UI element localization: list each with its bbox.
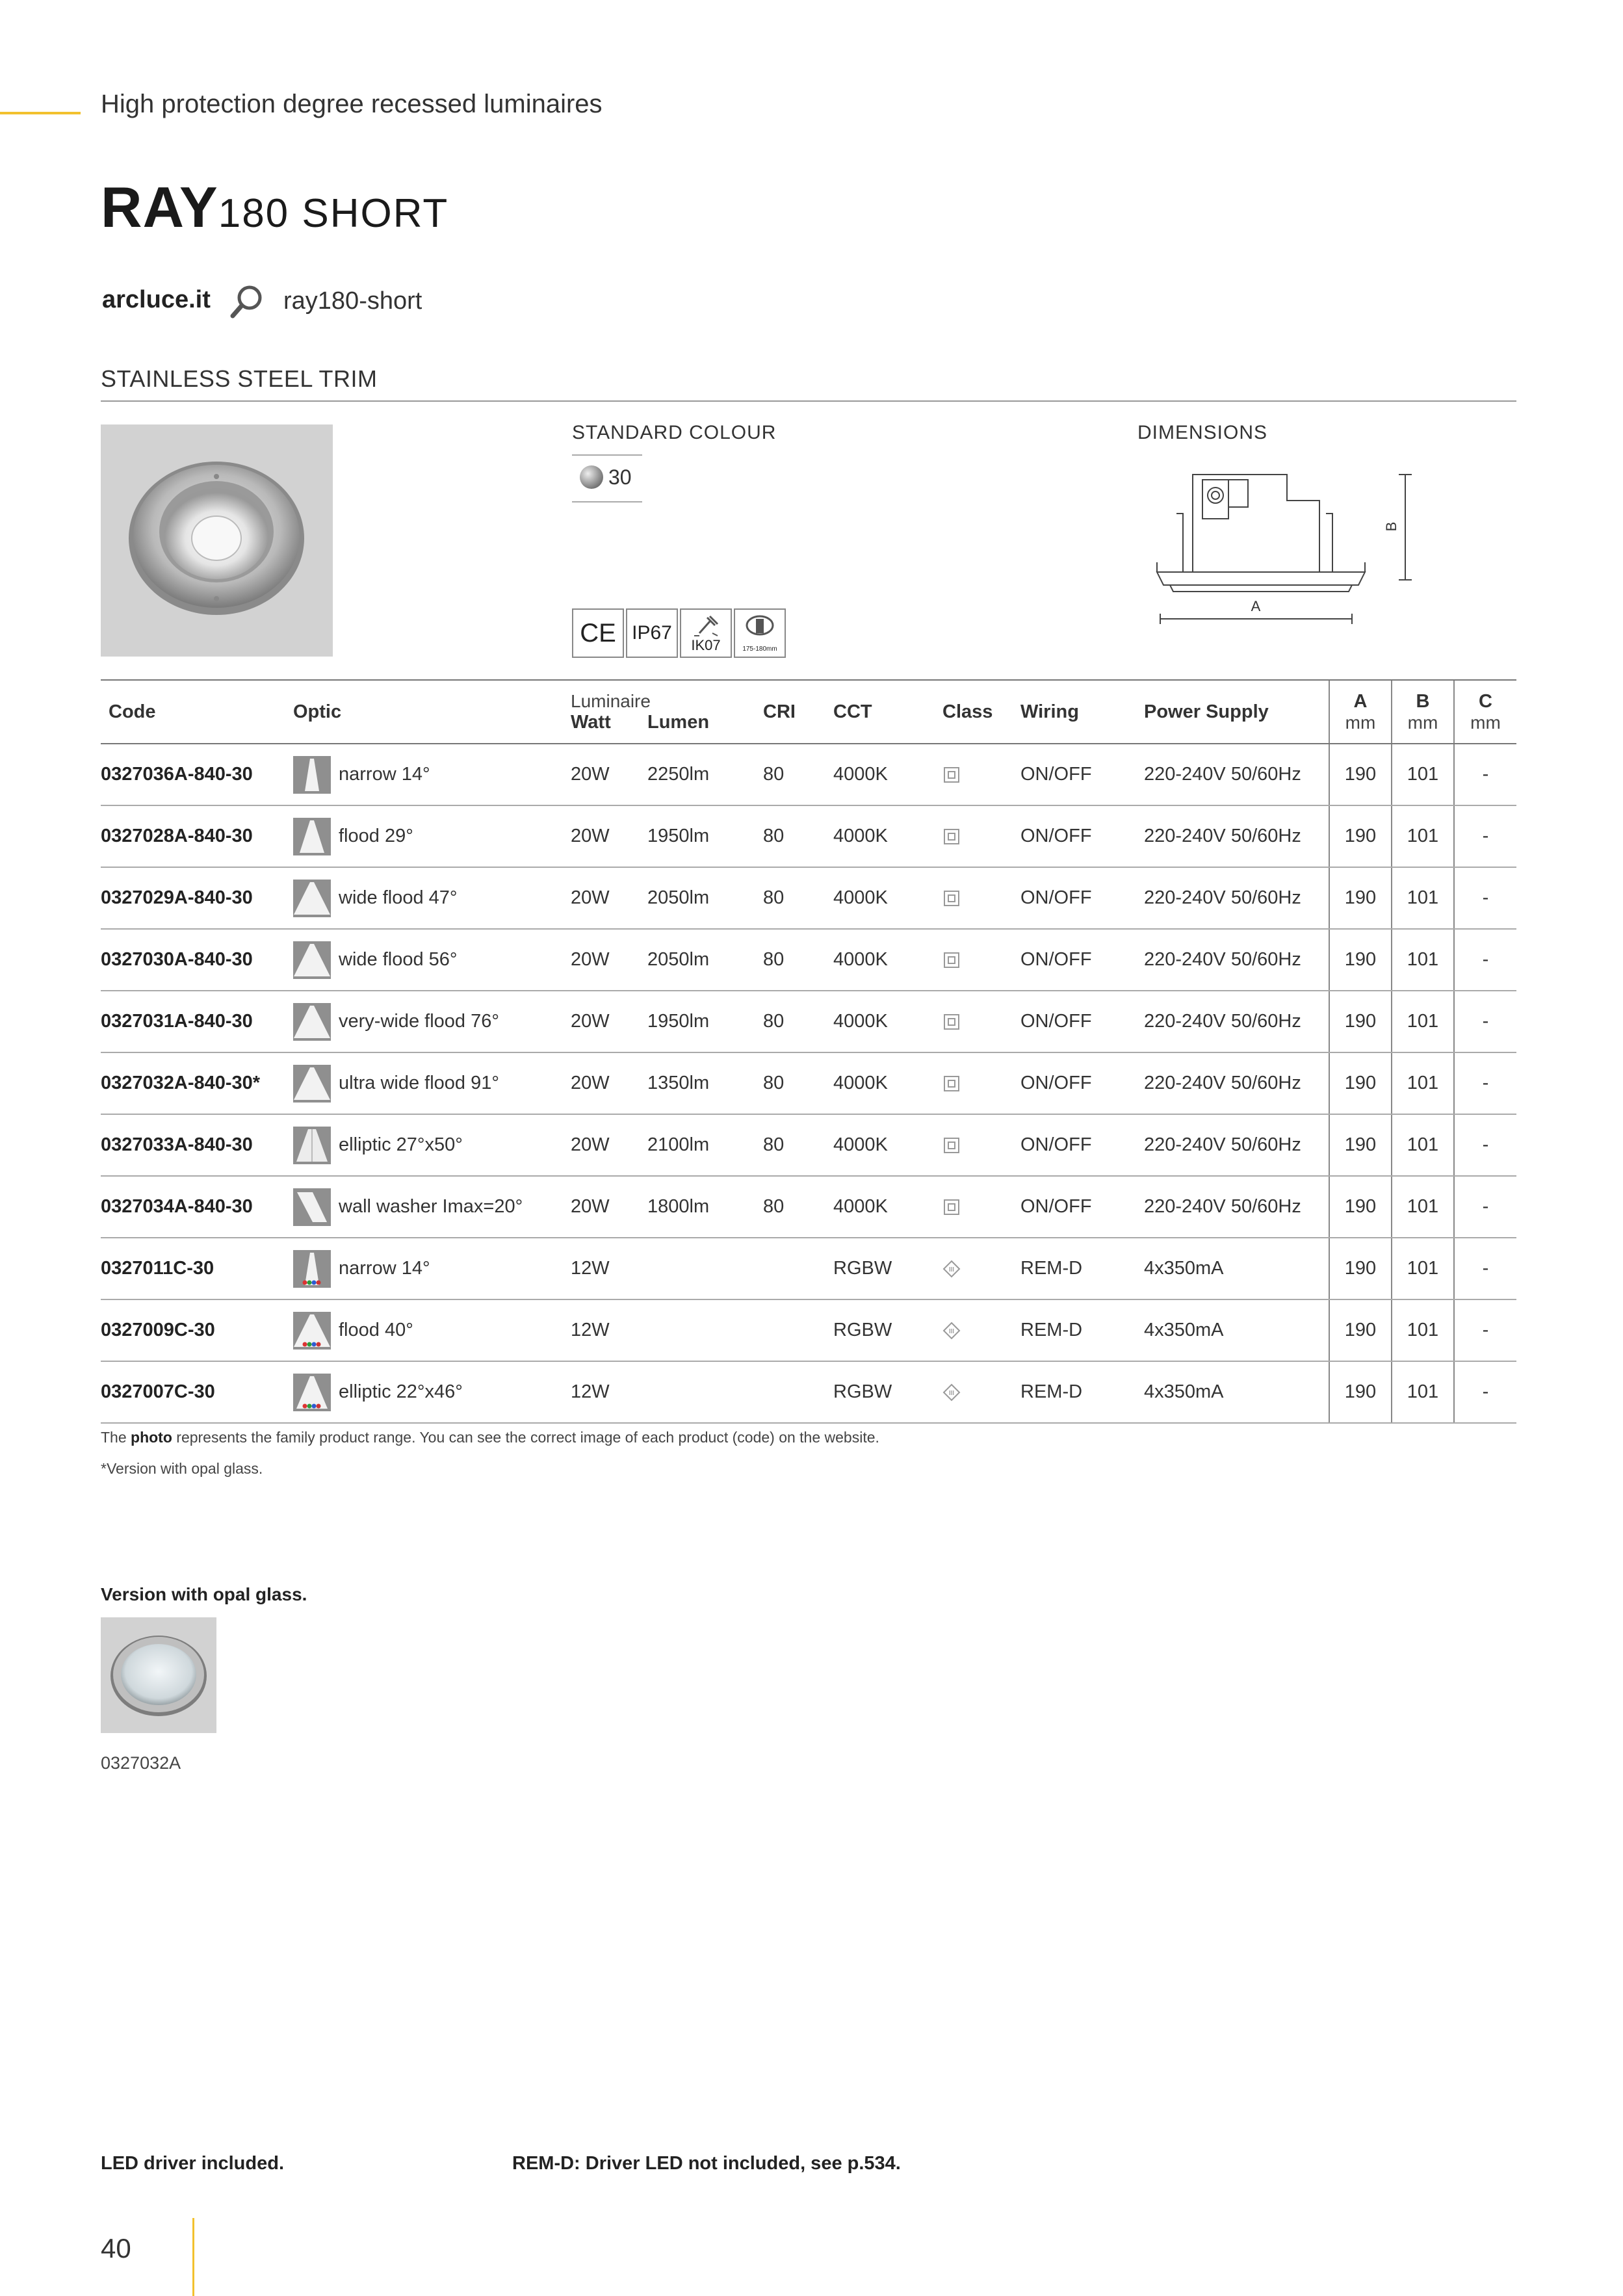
cell-optic: [293, 1238, 571, 1299]
cell-lumen: 2250lm: [647, 744, 763, 805]
optic-beam-icon: [293, 1188, 331, 1226]
cell-optic: [293, 744, 571, 805]
ceiling-thickness-icon: [735, 611, 785, 644]
cell-cri: 80: [763, 1176, 833, 1238]
cell-code: 0327028A-840-30: [101, 805, 293, 867]
cell-watt: 20W: [571, 1114, 647, 1176]
cell-dim-a: 190: [1329, 991, 1392, 1052]
optic-label: elliptic 22°x46°: [339, 1381, 463, 1402]
th-b-unit: mm: [1407, 712, 1438, 733]
cell-watt: 12W: [571, 1238, 647, 1299]
class-i-icon: [942, 828, 961, 846]
table-row: [101, 867, 1516, 929]
product-photo: [101, 424, 333, 657]
cell-dim-b: 101: [1392, 744, 1454, 805]
cell-lumen: [647, 1299, 763, 1361]
cell-power-supply: 220-240V 50/60Hz: [1144, 744, 1329, 805]
cell-code: 0327032A-840-30*: [101, 1052, 293, 1114]
class-iii-icon: [942, 1322, 961, 1340]
cell-optic: [293, 1176, 571, 1238]
cell-cct: RGBW: [833, 1299, 942, 1361]
photo-note: [101, 1429, 879, 1446]
th-b-label: B: [1416, 690, 1430, 712]
th-c-unit: mm: [1470, 712, 1501, 733]
th-cct: CCT: [833, 680, 942, 744]
standard-colour-value: 30: [608, 465, 632, 489]
dimension-b-label: B: [1383, 521, 1399, 532]
cell-power-supply: 4x350mA: [1144, 1299, 1329, 1361]
cell-power-supply: 220-240V 50/60Hz: [1144, 929, 1329, 991]
cell-cri: 80: [763, 1052, 833, 1114]
cell-watt: 12W: [571, 1299, 647, 1361]
cell-code: 0327029A-840-30: [101, 867, 293, 929]
cell-dim-b: 101: [1392, 1114, 1454, 1176]
cell-wiring: ON/OFF: [1020, 991, 1144, 1052]
ip67-badge: IP67: [626, 608, 678, 658]
optic-label: narrow 14°: [339, 1258, 430, 1279]
cell-cri: [763, 1238, 833, 1299]
page-number: 40: [101, 2233, 131, 2263]
ik07-badge: [680, 608, 732, 658]
cell-dim-c: -: [1454, 1052, 1516, 1114]
cell-watt: 20W: [571, 1052, 647, 1114]
cell-code: 0327031A-840-30: [101, 991, 293, 1052]
table-row: [101, 1238, 1516, 1299]
cell-code: 0327009C-30: [101, 1299, 293, 1361]
cell-lumen: 2050lm: [647, 867, 763, 929]
table-row: [101, 1114, 1516, 1176]
cell-watt: 20W: [571, 1176, 647, 1238]
optic-beam-icon: [293, 1312, 331, 1350]
cell-cri: [763, 1361, 833, 1423]
optic-beam-icon: [293, 818, 331, 855]
cell-dim-c: -: [1454, 991, 1516, 1052]
cell-cct: 4000K: [833, 991, 942, 1052]
cell-cct: RGBW: [833, 1361, 942, 1423]
cell-dim-c: -: [1454, 1299, 1516, 1361]
cell-watt: 20W: [571, 744, 647, 805]
th-code: Code: [101, 680, 293, 744]
class-iii-icon: [942, 1260, 961, 1278]
cell-code: 0327034A-840-30: [101, 1176, 293, 1238]
cell-dim-a: 190: [1329, 744, 1392, 805]
optic-beam-icon: [293, 1127, 331, 1164]
cell-cct: 4000K: [833, 1176, 942, 1238]
cell-cri: [763, 1299, 833, 1361]
th-dim-a: [1329, 680, 1392, 744]
cell-dim-a: 190: [1329, 1176, 1392, 1238]
cell-dim-b: 101: [1392, 929, 1454, 991]
table-row: [101, 744, 1516, 805]
optic-label: wide flood 47°: [339, 887, 458, 908]
opal-version-code: 0327032A: [101, 1753, 181, 1773]
optic-beam-icon: [293, 1250, 331, 1288]
optic-beam-icon: [293, 941, 331, 979]
th-luminaire-label: Luminaire: [571, 690, 651, 711]
cell-lumen: [647, 1238, 763, 1299]
cell-optic: [293, 1114, 571, 1176]
cell-cri: 80: [763, 929, 833, 991]
cell-wiring: ON/OFF: [1020, 867, 1144, 929]
cell-wiring: REM-D: [1020, 1299, 1144, 1361]
cell-wiring: ON/OFF: [1020, 744, 1144, 805]
th-optic: Optic: [293, 680, 571, 744]
cell-code: 0327007C-30: [101, 1361, 293, 1423]
cell-lumen: 1350lm: [647, 1052, 763, 1114]
optic-label: flood 29°: [339, 826, 413, 846]
cell-watt: 12W: [571, 1361, 647, 1423]
optic-beam-icon: [293, 1003, 331, 1041]
cell-code: 0327036A-840-30: [101, 744, 293, 805]
product-spec-table: [101, 679, 1516, 1424]
cell-wiring: REM-D: [1020, 1238, 1144, 1299]
cell-cri: 80: [763, 1114, 833, 1176]
th-watt: Watt: [571, 711, 611, 733]
colour-swatch-icon: [580, 465, 603, 489]
cell-lumen: 1950lm: [647, 991, 763, 1052]
dimension-a-label: A: [1251, 598, 1261, 614]
optic-label: ultra wide flood 91°: [339, 1073, 499, 1093]
cell-cct: 4000K: [833, 744, 942, 805]
cell-code: 0327011C-30: [101, 1238, 293, 1299]
th-lumen: Lumen: [647, 711, 710, 733]
cell-wiring: ON/OFF: [1020, 1114, 1144, 1176]
optic-beam-icon: [293, 756, 331, 794]
cell-dim-b: 101: [1392, 1361, 1454, 1423]
cell-dim-a: 190: [1329, 1052, 1392, 1114]
product-title: [101, 174, 448, 241]
cell-cri: 80: [763, 805, 833, 867]
optic-label: very-wide flood 76°: [339, 1011, 499, 1032]
cell-cct: 4000K: [833, 1052, 942, 1114]
cell-dim-c: -: [1454, 805, 1516, 867]
th-a-label: A: [1353, 690, 1368, 712]
class-i-icon: [942, 1013, 961, 1031]
cell-dim-b: 101: [1392, 991, 1454, 1052]
cell-class: [942, 1299, 1020, 1361]
header-accent-rule: [0, 112, 81, 114]
class-i-icon: [942, 889, 961, 907]
cell-optic: [293, 991, 571, 1052]
class-i-icon: [942, 951, 961, 969]
photo-note-post: represents the family product range. You can see the correct image of each product (code) on the website.: [172, 1429, 879, 1446]
th-a-unit: mm: [1345, 712, 1376, 733]
class-i-icon: [942, 1198, 961, 1216]
cell-lumen: 2100lm: [647, 1114, 763, 1176]
th-c-label: C: [1479, 690, 1492, 712]
dimensions-drawing: [1131, 468, 1417, 631]
cell-dim-a: 190: [1329, 1114, 1392, 1176]
th-dim-c: [1454, 680, 1516, 744]
search-icon: [227, 282, 266, 321]
class-i-icon: [942, 766, 961, 784]
optic-label: wall washer Imax=20°: [339, 1196, 523, 1217]
cell-class: [942, 867, 1020, 929]
svg-text:III: III: [948, 1327, 955, 1335]
cell-cri: 80: [763, 867, 833, 929]
table-row: [101, 1176, 1516, 1238]
ik07-label: IK07: [691, 637, 721, 653]
cell-dim-b: 101: [1392, 1052, 1454, 1114]
optic-label: elliptic 27°x50°: [339, 1134, 463, 1155]
cell-code: 0327030A-840-30: [101, 929, 293, 991]
cell-dim-c: -: [1454, 1114, 1516, 1176]
cell-cct: 4000K: [833, 1114, 942, 1176]
cell-cct: 4000K: [833, 805, 942, 867]
optic-beam-icon: [293, 1065, 331, 1102]
table-row: [101, 991, 1516, 1052]
remd-driver-note: REM-D: Driver LED not included, see p.534.: [512, 2153, 901, 2174]
th-power-supply: Power Supply: [1144, 680, 1329, 744]
th-dim-b: [1392, 680, 1454, 744]
table-row: [101, 805, 1516, 867]
table-row: [101, 929, 1516, 991]
th-cri: CRI: [763, 680, 833, 744]
cell-dim-c: -: [1454, 867, 1516, 929]
cell-cri: 80: [763, 744, 833, 805]
cell-dim-b: 101: [1392, 1299, 1454, 1361]
cell-watt: 20W: [571, 805, 647, 867]
cell-lumen: 2050lm: [647, 929, 763, 991]
table-row: [101, 1052, 1516, 1114]
trim-section-title: STAINLESS STEEL TRIM: [101, 365, 378, 392]
cell-dim-a: 190: [1329, 1361, 1392, 1423]
cell-cct: 4000K: [833, 929, 942, 991]
cell-dim-a: 190: [1329, 929, 1392, 991]
cell-power-supply: 220-240V 50/60Hz: [1144, 1114, 1329, 1176]
cell-class: [942, 991, 1020, 1052]
cell-power-supply: 4x350mA: [1144, 1361, 1329, 1423]
cell-watt: 20W: [571, 929, 647, 991]
table-header-row: [101, 680, 1516, 744]
optic-beam-icon: [293, 880, 331, 917]
cell-watt: 20W: [571, 991, 647, 1052]
ceiling-range-label: 175-180mm: [742, 646, 777, 653]
cell-wiring: ON/OFF: [1020, 929, 1144, 991]
cell-class: [942, 1052, 1020, 1114]
photo-note-pre: The: [101, 1429, 131, 1446]
cell-optic: [293, 1299, 571, 1361]
class-i-icon: [942, 1136, 961, 1155]
class-i-icon: [942, 1075, 961, 1093]
product-name-rest: 180 SHORT: [218, 191, 449, 236]
cell-optic: [293, 1052, 571, 1114]
cell-wiring: ON/OFF: [1020, 805, 1144, 867]
cell-dim-a: 190: [1329, 805, 1392, 867]
cell-power-supply: 220-240V 50/60Hz: [1144, 991, 1329, 1052]
cell-dim-b: 101: [1392, 805, 1454, 867]
optic-beam-icon: [293, 1374, 331, 1411]
cell-cct: 4000K: [833, 867, 942, 929]
th-wiring: Wiring: [1020, 680, 1144, 744]
cell-dim-a: 190: [1329, 1238, 1392, 1299]
cell-power-supply: 4x350mA: [1144, 1238, 1329, 1299]
search-term[interactable]: ray180-short: [283, 287, 422, 315]
cell-wiring: ON/OFF: [1020, 1176, 1144, 1238]
cell-dim-c: -: [1454, 1238, 1516, 1299]
ce-mark-icon: CE: [572, 608, 624, 658]
cell-dim-c: -: [1454, 1361, 1516, 1423]
cell-watt: 20W: [571, 867, 647, 929]
svg-text:III: III: [948, 1266, 955, 1273]
cell-lumen: 1950lm: [647, 805, 763, 867]
page-number-rule: [192, 2218, 194, 2296]
cell-power-supply: 220-240V 50/60Hz: [1144, 1176, 1329, 1238]
ceiling-thickness-badge: [734, 608, 786, 658]
dimensions-label: DIMENSIONS: [1137, 422, 1268, 443]
cell-class: [942, 1114, 1020, 1176]
cell-class: [942, 1176, 1020, 1238]
standard-colour-label: STANDARD COLOUR: [572, 422, 777, 443]
product-name-bold: RAY: [101, 175, 218, 239]
opal-version-title: Version with opal glass.: [101, 1584, 307, 1604]
cell-dim-c: -: [1454, 1176, 1516, 1238]
optic-label: wide flood 56°: [339, 949, 458, 970]
cell-class: [942, 805, 1020, 867]
cell-class: [942, 1238, 1020, 1299]
cell-dim-c: -: [1454, 744, 1516, 805]
cell-power-supply: 220-240V 50/60Hz: [1144, 805, 1329, 867]
cell-code: 0327033A-840-30: [101, 1114, 293, 1176]
cell-optic: [293, 805, 571, 867]
cell-dim-b: 101: [1392, 867, 1454, 929]
cell-power-supply: 220-240V 50/60Hz: [1144, 1052, 1329, 1114]
table-row: [101, 1361, 1516, 1423]
cell-lumen: [647, 1361, 763, 1423]
section-header-title: High protection degree recessed luminaires: [101, 90, 603, 118]
cell-cri: 80: [763, 991, 833, 1052]
cell-dim-c: -: [1454, 929, 1516, 991]
website-link[interactable]: arcluce.it: [102, 286, 211, 313]
svg-text:III: III: [948, 1389, 955, 1397]
cell-dim-a: 190: [1329, 867, 1392, 929]
cell-dim-b: 101: [1392, 1238, 1454, 1299]
cell-wiring: REM-D: [1020, 1361, 1144, 1423]
led-driver-note: LED driver included.: [101, 2153, 284, 2174]
section-divider: [101, 400, 1516, 402]
opal-version-photo: [101, 1617, 216, 1733]
table-row: [101, 1299, 1516, 1361]
th-class: Class: [942, 680, 1020, 744]
cell-class: [942, 744, 1020, 805]
class-iii-icon: [942, 1383, 961, 1402]
cell-class: [942, 1361, 1020, 1423]
cell-lumen: 1800lm: [647, 1176, 763, 1238]
cell-cct: RGBW: [833, 1238, 942, 1299]
cell-optic: [293, 929, 571, 991]
optic-label: narrow 14°: [339, 764, 430, 785]
cell-power-supply: 220-240V 50/60Hz: [1144, 867, 1329, 929]
optic-label: flood 40°: [339, 1320, 413, 1340]
cell-optic: [293, 1361, 571, 1423]
cell-dim-a: 190: [1329, 1299, 1392, 1361]
cell-dim-b: 101: [1392, 1176, 1454, 1238]
th-luminaire: [571, 680, 763, 744]
cell-optic: [293, 867, 571, 929]
cell-class: [942, 929, 1020, 991]
opal-note: *Version with opal glass.: [101, 1460, 263, 1477]
cell-wiring: ON/OFF: [1020, 1052, 1144, 1114]
photo-note-bold: photo: [131, 1429, 172, 1446]
